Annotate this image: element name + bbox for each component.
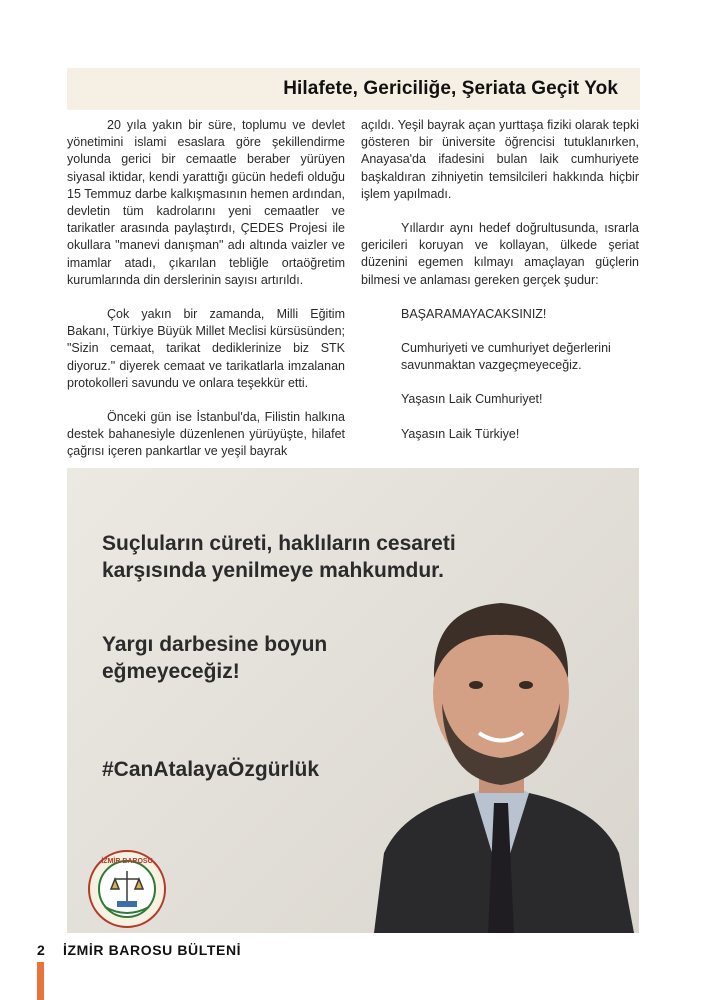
statement-line: BAŞARAMAYACAKSINIZ!	[401, 306, 547, 321]
banner-hashtag: #CanAtalayaÖzgürlük	[102, 758, 320, 781]
article-column-right	[361, 117, 639, 460]
article-paragraph: açıldı. Yeşil bayrak açan yurttaşa fiziki olarak tepki gösteren bir üniversite öğrencisi tutuklanırken, Anayasa'da ifadesini bulan laik cumhuriyete başkaldıran zihniyetin temsilcileri hakkında hiçbir işlem yapılmadı.	[361, 118, 639, 201]
publication-title: İZMİR BAROSU BÜLTENİ	[63, 942, 242, 958]
campaign-banner	[67, 468, 639, 933]
footer-accent-bar	[37, 962, 44, 1000]
page-number: 2	[37, 942, 45, 958]
statement-line: Yaşasın Laik Türkiye!	[401, 426, 520, 441]
statement-line: Cumhuriyeti ve cumhuriyet değerlerini savunmaktan vazgeçmeyeceğiz.	[401, 341, 611, 373]
article-paragraph: Yıllardır aynı hedef doğrultusunda, ısrarla gericileri koruyan ve kollayan, ülkede şeriat düzenini egemen kılmayı amaçlayan güçlerin bilmesi ve anlaması gereken gerçek şudur:	[361, 221, 639, 287]
banner-slogan: Yargı darbesine boyun eğmeyeceğiz!	[102, 633, 328, 683]
banner-quote: Suçluların cüreti, haklıların cesareti karşısında yenilmeye mahkumdur.	[102, 532, 456, 582]
article-paragraph: Çok yakın bir zamanda, Milli Eğitim Bakanı, Türkiye Büyük Millet Meclisi kürsüsünden; "Sizin cemaat, tarikat dediklerinize biz STK diyoruz." diyerek cemaat ve tarikatlarla imzalanan protokolleri savundu ve onlara teşekkür etti.	[67, 307, 345, 390]
article-column-left	[67, 117, 345, 478]
izmir-bar-seal-icon	[87, 849, 167, 929]
article-paragraph: 20 yıla yakın bir süre, toplumu ve devlet yönetimini islami esaslara göre şekillendirme yolunda gerici bir cemaatle beraber yürüyen siyasal iktidar, kendi yarattığı gücün hedefi olduğu 15 Temmuz darbe kalkışmasının hemen ardından, devletin tüm kadrolarını yeni cemaatler ve tarikatler arasında paylaştırdı, ÇEDES Projesi ile okullara "manevi danışman" adı altında vaizler ve imamlar atadı, çıkarılan tebliğle ortaöğretim kurumlarında din derslerinin sayısı artırıldı.	[67, 118, 345, 287]
portrait-photo-icon	[364, 553, 639, 933]
article-title-bar	[67, 68, 640, 110]
article-paragraph: Önceki gün ise İstanbul'da, Filistin halkına destek bahanesiyle düzenlenen yürüyüşte, hilafet çağrısı içeren pankartlar ve yeşil bayrak	[67, 410, 345, 459]
svg-text:İZMİR BAROSU: İZMİR BAROSU	[101, 858, 153, 865]
article-title: Hilafete, Gericiliğe, Şeriata Geçit Yok	[283, 78, 618, 99]
statement-line: Yaşasın Laik Cumhuriyet!	[401, 392, 543, 407]
